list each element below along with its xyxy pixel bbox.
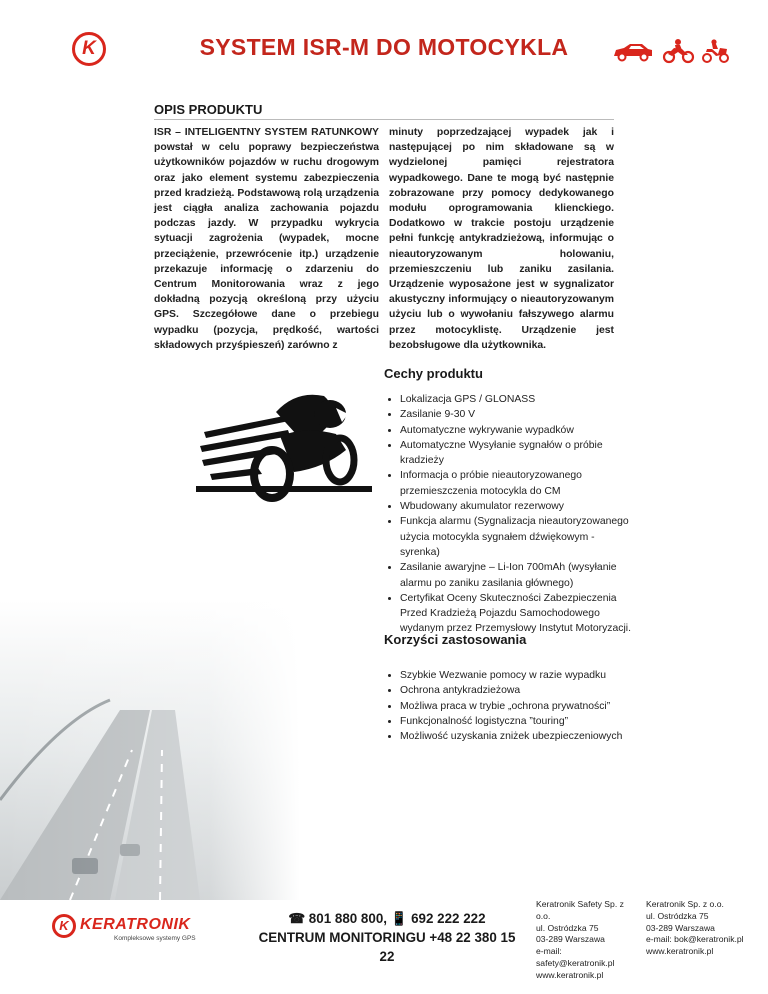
list-item: • Zasilanie awaryjne – Li-Ion 700mAh (wysyłanie alarmu po zaniku zasilania głównego) [400,560,636,591]
description-column-2: minuty poprzedzającej wypadek jak i następującej po nim składowane są w wydzielonej pamięci rejestratora wypadkowego. Dane te mogą być następnie zobrazowane przy pomocy dedykowanego modułu oprogramowania klienckiego. Dodatkowo w trakcie postoju urządzenie pełni funkcję antykradzieżową, informując o nieautoryzowanym holowaniu, przemieszczeniu lub zaniku zasilania. Urządzenie wyposażone jest w sygnalizator akustyczny informujący o nieautoryzowanym użyciu lub o wywołaniu fałszywego alarmu przez motocyklistę. Urządzenie jest bezobsługowe dla użytkownika. [389,127,614,351]
email-link[interactable]: e-mail: bok@keratronik.pl [646,934,744,945]
list-item: • Automatyczne Wysyłanie sygnałów o próbie kradzieży [400,438,636,469]
monitoring-center: CENTRUM MONITORINGU +48 22 380 15 22 [258,930,516,964]
footer-brand-logo [52,912,202,948]
address-line: 03-289 Warszawa [536,934,605,945]
benefits-list [386,668,636,744]
list-item: • Ochrona antykradzieżowa [400,683,636,698]
list-item: • Automatyczne wykrywanie wypadków [400,423,636,438]
list-item: • Certyfikat Oceny Skuteczności Zabezpieczenia Przed Kradzieżą Pojazdu Samochodowego wydanym przez Przemysłowy Instytut Motoryzacji. [400,591,636,637]
highway-background-image [0,600,300,900]
list-item: • Funkcjonalność logistyczna ”touring” [400,714,636,729]
footer-brand-tagline: Kompleksowe systemy GPS [114,935,196,942]
car-icon [614,44,652,61]
address-line: 03-289 Warszawa [646,922,715,933]
website-link[interactable]: www.keratronik.pl [536,969,604,980]
benefits-heading: Korzyści zastosowania [384,632,527,647]
motorcyclist-illustration [196,376,372,512]
address-line: ul. Ostródzka 75 [536,922,599,933]
list-item: • Wbudowany akumulator rezerwowy [400,499,636,514]
description-heading: OPIS PRODUKTU [154,102,263,117]
footer-brand-name: KERATRONIK [80,916,191,933]
address-line: Keratronik Safety Sp. z o.o. [536,899,624,921]
email-link[interactable]: e-mail: safety@keratronik.pl [536,946,615,968]
list-item: • Zasilanie 9-30 V [400,407,636,422]
heading-divider [154,119,614,120]
address-line: Keratronik Sp. z o.o. [646,899,724,909]
vehicle-icons [612,38,732,64]
list-item: • Funkcja alarmu (Sygnalizacja nieautoryzowanego użycia motocykla sygnałem dźwiękowym - syrenka) [400,514,636,560]
features-heading: Cechy produktu [384,366,483,381]
footer-contact [254,909,520,966]
list-item: • Szybkie Wezwanie pomocy w razie wypadku [400,668,636,683]
address-line: ul. Ostródzka 75 [646,910,709,921]
list-item: • Możliwa praca w trybie „ochrona prywatności” [400,699,636,714]
description-column-1: ISR – INTELIGENTNY SYSTEM RATUNKOWY powstał w celu poprawy bezpieczeństwa użytkowników pojazdów w ruchu drogowym oraz jako element systemu zabezpieczenia przed kradzieżą. Podstawową rolą urządzenia jest ciągła analiza zachowania pojazdu podczas jazdy. W przypadku wykrycia sytuacji zagrożenia (wypadek, mocne przeciążenie, przewrócenie itp.) urządzenie przekazuje informację o zdarzeniu do Centrum Monitorowania wraz z jego dokładną pozycją określoną przy użyciu GPS. Szczegółowe dane o przebiegu wypadku (pozycja, prędkość, wartości składowych przyśpieszeń) zarówno z [154,127,379,351]
scooter-icon [703,39,728,62]
motorcycle-icon [664,39,693,62]
keratronik-footer-icon [52,914,76,938]
features-list [386,392,636,637]
phone-numbers: ☎ 801 880 800, 📱 692 222 222 [288,911,486,926]
footer-logo-letter: K [59,918,69,933]
website-link[interactable]: www.keratronik.pl [646,946,714,957]
address-block-main [646,899,750,958]
logo-letter: K [82,38,96,59]
page-title: SYSTEM ISR-M DO MOTOCYKLA [199,34,569,60]
list-item: • Możliwość uzyskania zniżek ubezpieczeniowych [400,729,636,744]
list-item: • Informacja o próbie nieautoryzowanego przemieszczenia motocykla do CM [400,468,636,499]
address-block-safety [536,899,640,982]
list-item: • Lokalizacja GPS / GLONASS [400,392,636,407]
